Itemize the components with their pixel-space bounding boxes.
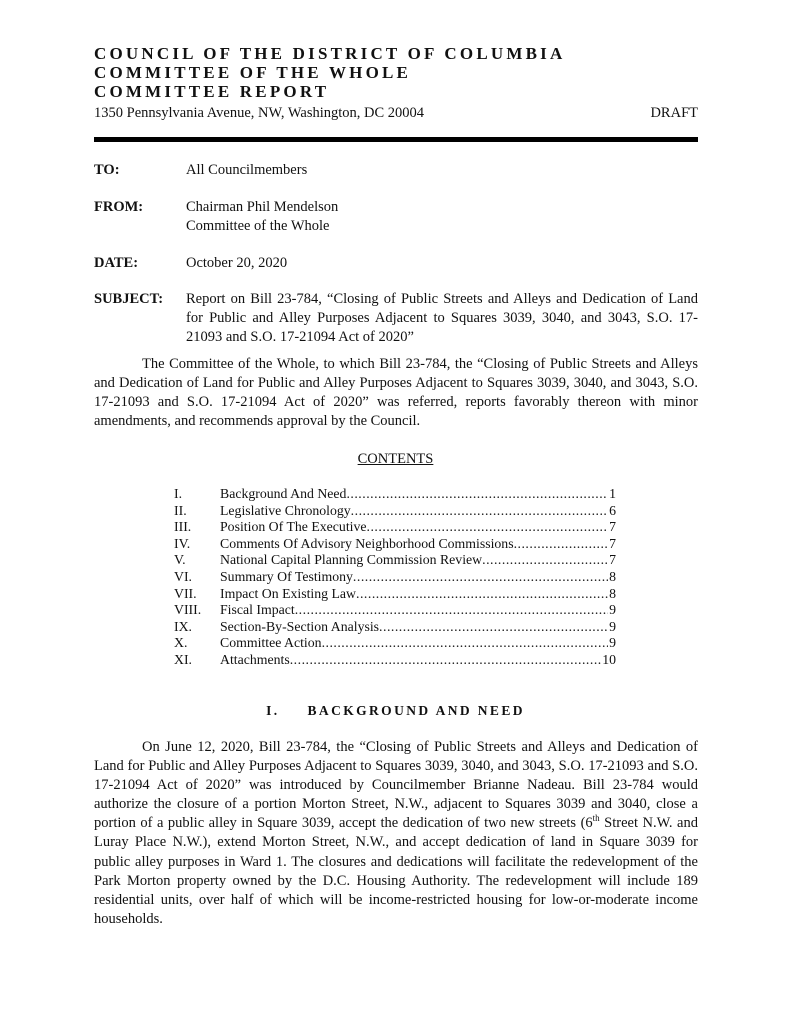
- toc-item-number: XI.: [174, 651, 193, 667]
- background-paragraph: [94, 738, 698, 929]
- intro-paragraph: The Committee of the Whole, to which Bill 23-784, the “Closing of Public Streets and Alleys and Dedication of Land for Public and Alley Purposes Adjacent to Squares 3039, 3040, and 3043, S.O. 17-21093 and S.O. 17-21094 Act of 2020” was referred, reports favorably thereon with minor amendments, and recommends approval by the Council.: [94, 356, 698, 429]
- toc-leader-dots: [367, 519, 609, 536]
- toc-leader-dots: [295, 602, 608, 619]
- section-heading: [0, 703, 791, 719]
- toc-item-page: 8: [609, 568, 616, 584]
- memo-to: [94, 161, 698, 180]
- toc-leader-dots: [290, 652, 601, 669]
- toc-item: [174, 503, 616, 520]
- section-title: BACKGROUND AND NEED: [307, 703, 525, 718]
- toc-item: [174, 635, 616, 652]
- toc-item-number: V.: [174, 552, 186, 568]
- toc-item-number: VIII.: [174, 602, 202, 618]
- memo-subject: [94, 290, 698, 347]
- paragraph-text-2: Street N.W. and Luray Place N.W.), extend Morton Street, N.W., and accept dedication of land in Square 3039 for public alley purposes in Ward 1. The closures and dedications will facilitate the redevelopment of the Park Morton property owned by the D.C. Housing Authority. The redevelopment will include 189 residential units, over half of which will be income-restricted housing for low-or-moderate income households.: [94, 815, 698, 927]
- toc-item: [174, 602, 616, 619]
- toc-item: [174, 536, 616, 553]
- subject-label: SUBJECT:: [94, 291, 164, 307]
- toc-item-page: 7: [609, 519, 616, 535]
- toc-leader-dots: [353, 569, 608, 586]
- toc-item-number: I.: [174, 486, 183, 501]
- toc-item-title: Position Of The Executive: [220, 519, 367, 535]
- toc-item-title: Section-By-Section Analysis: [220, 618, 380, 634]
- toc-item: [174, 619, 616, 636]
- date-value: October 20, 2020: [186, 255, 288, 271]
- toc-item-title: Fiscal Impact: [220, 602, 295, 618]
- from-line-2: Committee of the Whole: [186, 218, 330, 234]
- date-label: DATE:: [94, 255, 139, 271]
- report-header: [94, 44, 698, 122]
- toc-item-page: 9: [609, 635, 616, 651]
- section-number: I.: [266, 703, 280, 718]
- address-row: [94, 104, 698, 122]
- toc-item: [174, 652, 616, 669]
- report-type: COMMITTEE REPORT: [94, 82, 330, 101]
- toc-item-title: Background And Need: [220, 486, 347, 501]
- to-value: All Councilmembers: [186, 162, 308, 178]
- council-address: 1350 Pennsylvania Avenue, NW, Washington, DC 20004: [94, 105, 425, 121]
- toc-item-title: Summary Of Testimony: [220, 568, 353, 584]
- council-name: COUNCIL OF THE DISTRICT OF COLUMBIA: [94, 44, 566, 63]
- toc-item: [174, 486, 616, 503]
- header-divider: [94, 137, 698, 142]
- toc-item-title: Impact On Existing Law: [220, 585, 357, 601]
- toc-leader-dots: [514, 536, 609, 553]
- toc-leader-dots: [379, 619, 608, 636]
- committee-name: COMMITTEE OF THE WHOLE: [94, 63, 412, 82]
- subject-value: Report on Bill 23-784, “Closing of Public Streets and Alleys and Dedication of Land for Public and Alley Purposes Adjacent to Squares 3039, 3040, and 3043, S.O. 17-21093 and S.O. 17-21094 Act of 2020”: [186, 291, 698, 345]
- toc-item-title: Legislative Chronology: [220, 502, 351, 518]
- table-of-contents: [174, 486, 616, 669]
- contents-title: CONTENTS: [357, 451, 434, 467]
- toc-item-number: X.: [174, 635, 188, 651]
- from-label: FROM:: [94, 199, 144, 215]
- paragraph-text-1: On June 12, 2020, Bill 23-784, the “Closing of Public Streets and Alleys and Dedication of Land for Public and Alley Purposes Adjacent to Squares 3039, 3040, and 3043, S.O. 17-21093 and S.O. 17-21094 Act of 2020” was introduced by Councilmember Brianne Nadeau. Bill 23-784 would authorize the closure of a portion Morton Street, N.W., adjacent to Squares 3039 and 3040, close a portion of a public alley in Square 3039, accept the dedication of two new streets (6: [94, 739, 698, 832]
- toc-item-page: 8: [609, 585, 616, 601]
- toc-leader-dots: [351, 503, 608, 520]
- toc-item-number: VI.: [174, 568, 193, 584]
- toc-item-title: Committee Action: [220, 635, 322, 651]
- toc-item: [174, 569, 616, 586]
- toc-item-title: Attachments: [220, 651, 290, 667]
- toc-item: [174, 586, 616, 603]
- toc-leader-dots: [346, 486, 608, 503]
- toc-item-page: 7: [609, 552, 616, 568]
- toc-item: [174, 552, 616, 569]
- toc-leader-dots: [482, 552, 608, 569]
- toc-item-number: IX.: [174, 618, 193, 634]
- toc-item-page: 6: [609, 502, 616, 518]
- toc-item: [174, 519, 616, 536]
- toc-item-number: IV.: [174, 535, 191, 551]
- from-line-1: Chairman Phil Mendelson: [186, 199, 339, 215]
- toc-item-number: III.: [174, 519, 192, 535]
- toc-item-page: 1: [609, 486, 616, 501]
- ordinal-superscript: th: [592, 813, 600, 824]
- toc-leader-dots: [356, 586, 608, 603]
- draft-status: DRAFT: [650, 105, 698, 121]
- toc-leader-dots: [322, 635, 609, 652]
- toc-item-number: II.: [174, 502, 187, 518]
- memo-from: [94, 198, 698, 236]
- to-label: TO:: [94, 162, 120, 178]
- memo-date: [94, 254, 698, 273]
- toc-item-page: 7: [609, 535, 616, 551]
- toc-item-title: National Capital Planning Commission Review: [220, 552, 483, 568]
- toc-item-title: Comments Of Advisory Neighborhood Commissions: [220, 535, 514, 551]
- toc-item-page: 10: [602, 651, 616, 667]
- toc-item-page: 9: [609, 618, 616, 634]
- toc-item-page: 9: [609, 602, 616, 618]
- toc-item-number: VII.: [174, 585, 197, 601]
